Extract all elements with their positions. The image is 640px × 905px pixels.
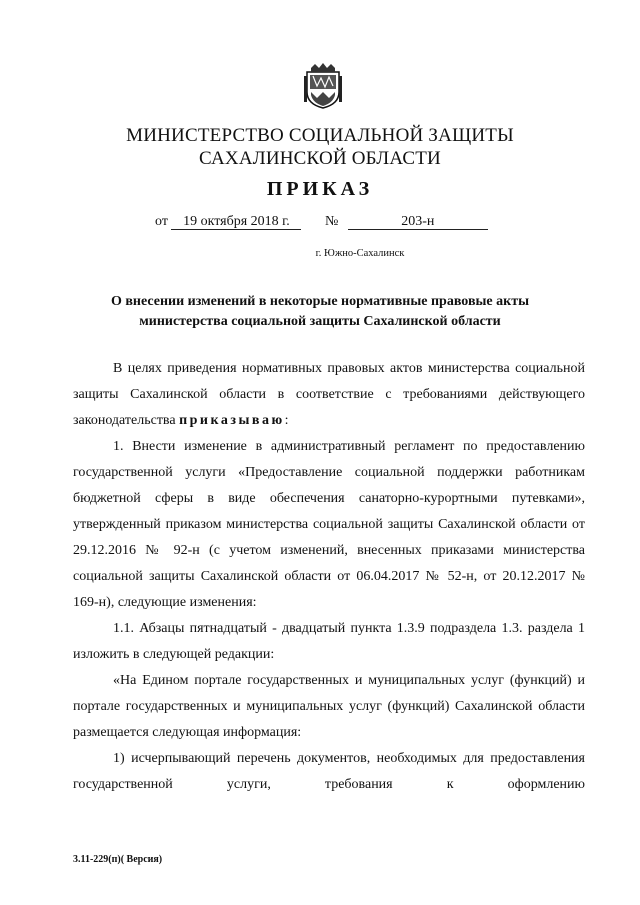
order-subject bbox=[0, 292, 640, 332]
number-sign: № bbox=[324, 214, 339, 229]
body-paragraph-1 bbox=[73, 356, 585, 434]
order-number: 203-н bbox=[348, 214, 488, 230]
order-title: ПРИКАЗ bbox=[266, 178, 374, 200]
ministry-line-2: САХАЛИНСКОЙ ОБЛАСТИ bbox=[199, 148, 441, 169]
paragraph-1-text: В целях приведения нормативных правовых актов министерства социальной защиты Сахалинской области в соответствие с требованиями действующего законодательства bbox=[73, 361, 585, 428]
coat-of-arms-icon bbox=[303, 62, 343, 110]
city-name: г. Южно-Сахалинск bbox=[315, 248, 405, 259]
ministry-line-1: МИНИСТЕРСТВО СОЦИАЛЬНОЙ ЗАЩИТЫ bbox=[126, 125, 514, 146]
order-date-number bbox=[155, 214, 488, 230]
body-paragraph-3: 1.1. Абзацы пятнадцатый - двадцатый пункта 1.3.9 подраздела 1.3. раздела 1 изложить в следующей редакции: bbox=[73, 621, 585, 662]
order-verb: приказываю bbox=[179, 413, 285, 428]
order-date: 19 октября 2018 г. bbox=[171, 214, 301, 230]
date-prefix: от bbox=[155, 214, 168, 229]
body-paragraph-4: «На Едином портале государственных и муниципальных услуг (функций) и портале государственных и муниципальных услуг (функций) Сахалинской области размещается следующая информация: bbox=[73, 673, 585, 740]
document-code: 3.11-229(п)( Версия) bbox=[73, 854, 163, 865]
subject-line-1: О внесении изменений в некоторые нормативные правовые акты bbox=[110, 294, 530, 309]
order-body bbox=[73, 356, 585, 798]
ministry-name bbox=[0, 124, 640, 170]
body-paragraph-2: 1. Внести изменение в административный регламент по предоставлению государственной услуги «Предоставление социальной поддержки работникам бюджетной сферы в виде обеспечения санаторно-курортными путевками», утвержденный приказом министерства социальной защиты Сахалинской области от 29.12.2016 № 92-н (с учетом изменений, внесенных приказами министерства социальной защиты Сахалинской области от 06.04.2017 № 52-н, от 20.12.2017 № 169-н), следующие изменения: bbox=[73, 439, 585, 610]
paragraph-1-colon: : bbox=[284, 413, 289, 428]
subject-line-2: министерства социальной защиты Сахалинской области bbox=[139, 314, 501, 329]
body-paragraph-5: 1) исчерпывающий перечень документов, необходимых для предоставления государственной услуги, требования к оформлению bbox=[73, 751, 585, 792]
